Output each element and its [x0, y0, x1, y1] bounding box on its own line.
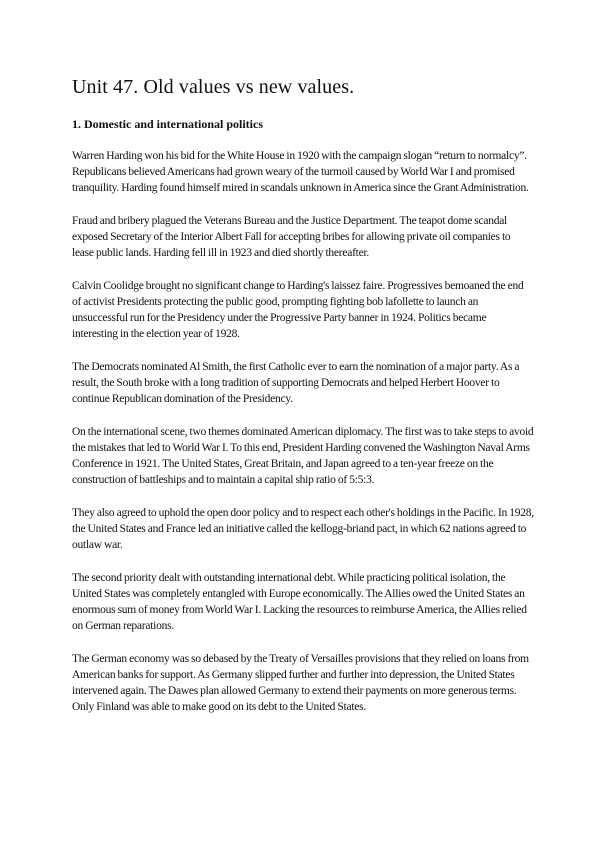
paragraph-harding-election: Warren Harding won his bid for the White House in 1920 with the campaign slogan “return to normalcy”. Republicans believed Americans had grown weary of the turmoil caused by World War I and promised tranquility. Harding found himself mired in scandals unknown in America since the Grant Administration. [72, 150, 529, 194]
paragraph-coolidge: Calvin Coolidge brought no significant change to Harding's laissez faire. Progressives bemoaned the end of activist Presidents protecting the public good, prompting fighting bob lafollette to launch an unsuccessful run for the Presidency under the Progressive Party banner in 1924. Politics became interesting in the election year of 1928. [72, 280, 524, 340]
paragraph-scandals: Fraud and bribery plagued the Veterans Bureau and the Justice Department. The teapot dome scandal exposed Secretary of the Interior Albert Fall for accepting bribes for allowing private oil companies to lease public lands. Harding fell ill in 1923 and died shortly thereafter. [72, 215, 511, 259]
document-page [72, 74, 534, 732]
paragraph-international-debt: The second priority dealt with outstanding international debt. While practicing political isolation, the United States was completely entangled with Europe economically. The Allies owed the United States an enormous sum of money from World War I. Lacking the resources to reimburse America, the Allies relied on German reparations. [72, 572, 527, 632]
paragraph-international-scene: On the international scene, two themes dominated American diplomacy. The first was to take steps to avoid the mistakes that led to World War I. To this end, President Harding convened the Washington Naval Arms Conference in 1921. The United States, Great Britain, and Japan agreed to a ten-year freeze on the construction of battleships and to maintain a capital ship ratio of 5:5:3. [72, 426, 534, 486]
paragraph-german-economy: The German economy was so debased by the Treaty of Versailles provisions that they relied on loans from American banks for support. As Germany slipped further and further into depression, the United States intervened again. The Dawes plan allowed Germany to extend their payments on more generous terms. Only Finland was able to make good on its debt to the United States. [72, 653, 529, 713]
section-heading: 1. Domestic and international politics [72, 117, 263, 131]
page-title: Unit 47. Old values vs new values. [72, 76, 355, 98]
paragraph-election-1928: The Democrats nominated Al Smith, the first Catholic ever to earn the nomination of a major party. As a result, the South broke with a long tradition of supporting Democrats and helped Herbert Hoover to continue Republican domination of the Presidency. [72, 361, 520, 405]
paragraph-open-door-policy: They also agreed to uphold the open door policy and to respect each other's holdings in the Pacific. In 1928, the United States and France led an initiative called the kellogg-briand pact, in which 62 nations agreed to outlaw war. [72, 507, 534, 551]
